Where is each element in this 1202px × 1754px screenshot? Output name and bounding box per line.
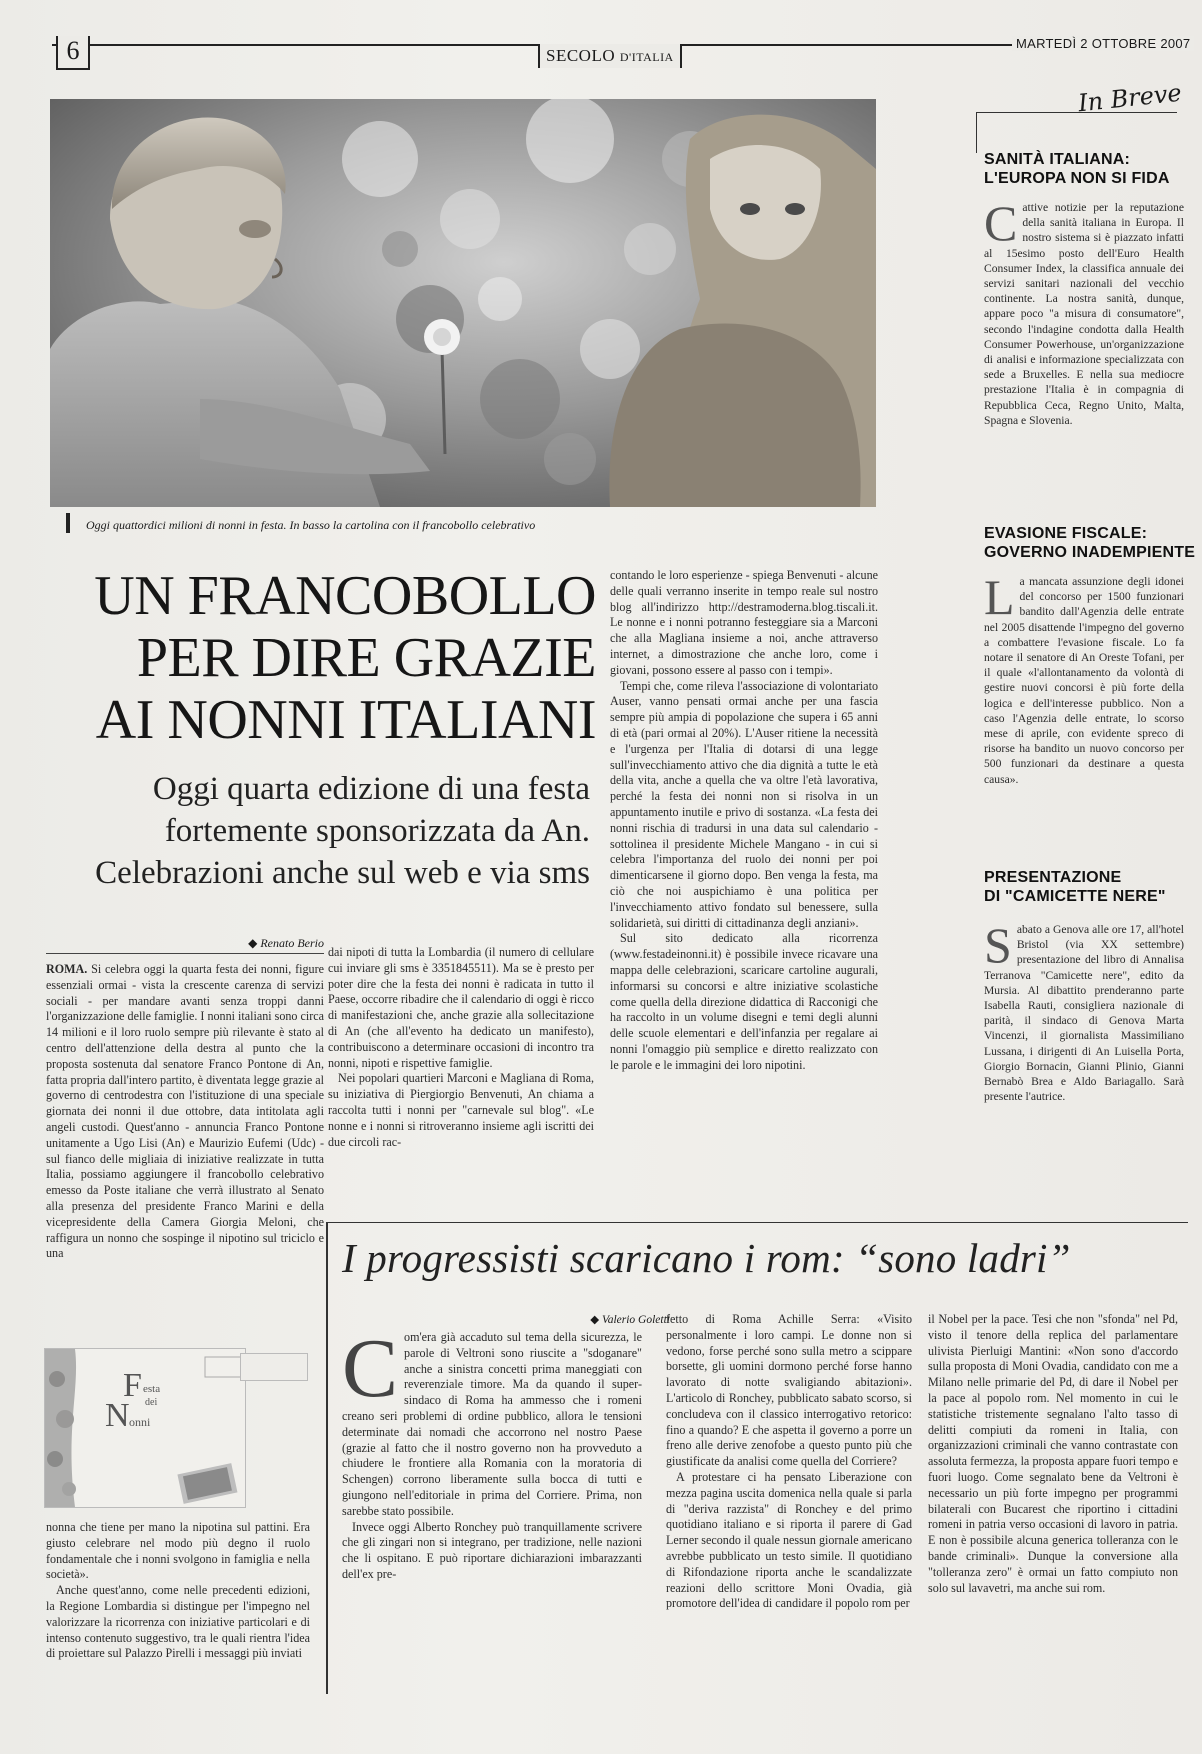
- bottom-article-column-3: [928, 1312, 1178, 1705]
- dateline: ROMA.: [46, 962, 88, 976]
- main-article-col1-after-card: nonna che tiene per mano la nipotina sul pattini. Era giusto celebrare nel modo più degno il ruolo fondamentale che i nonni svolgono in famiglia e nella società».: [46, 1520, 310, 1582]
- main-photo: [50, 99, 876, 507]
- subhead-line-2: fortemente sponsorizzata da An.: [164, 813, 590, 849]
- sidebar-item-2-headline-line-2: GOVERNO INADEMPIENTE: [984, 544, 1196, 561]
- bottom-article-col2-text: fetto di Roma Achille Serra: «Visito personalmente i loro campi. Le donne non si vedono, forse perché sono sulla metro a scippare borsette, gli uomini dormono perché forse hanno lavorato di notte svaligiando abitazioni». L'articolo di Ronchey, pubblicato sabato scorso, si concludeva con il classico interrogativo retorico: fino a quando? E che aspetta il governo a porre un freno alle derive zenofobe a questo punto più che giustificate da analisi come quella del Corriere?: [666, 1312, 912, 1469]
- photo-grandfather-and-grandchildren: [50, 99, 876, 507]
- sidebar-item-2-body: a mancata assunzione degli idonei del concorso per 1500 funzionari bandito dall'Agenzia delle entrate nel 2005 disattende l'impegno del governo a combattere l'evasione fiscale. Lo fa notare il senatore di An Oreste Tofani, per il quale «l'allontanamento da volontà di gestire nuovi concorsi è più forte della logica e dell'interesse pubblico. Non a caso l'Agenzia delle entrate, lo scorso mese di aprile, con evidente spreco di risorse ha bandito un nuovo concorso per 500 funzionari da destinare a questa causa».: [984, 575, 1184, 786]
- sidebar-item-1-headline-line-1: SANITÀ ITALIANA:: [984, 151, 1130, 168]
- bottom-article-frame-top: [326, 1222, 1188, 1229]
- sidebar-item-3-text: [984, 922, 1184, 1167]
- main-article-col3-p3: Sul sito dedicato alla ricorrenza (www.festadeinonni.it) è possibile invece ricavare una mappa delle celebrazioni, scaricare cartoline augurali, informarsi su concorsi e altre iniziative scolastiche come quella della direzione didattica di Racconigi che ha raccolto in un volume disegni e temi degli alunni delle scuole elementari e dell'infanzia per regalare ai nonni l'omaggio più semplice e diretto realizzato con le parole e le immagini dei loro nipotini.: [610, 931, 878, 1072]
- bottom-article-column-1: [342, 1330, 642, 1705]
- sidebar-item-2-headline: [984, 524, 1195, 562]
- main-article-col3-p2: Tempi che, come rileva l'associazione di volontariato Auser, vanno pensati ormai anche per una fascia sempre più ampia di popolazione che supera i 65 anni di età (pari ormai al 20%). L'Auser ritiene la necessità e l'urgenza per l'Italia di dotarsi di una legge sull'invecchiamento attivo che dia dignità a tutte le età della vita, anche a quella che va oltre l'età lavorativa, perché la festa dei nonni non si risolva in un appuntamento inutile e privo di sostanza. «La festa dei nonni rischia di tradursi in una data sul calendario - sottolinea il presidente Michele Mangano - in cui si celebra l'importanza del ruolo dei nonni per poi dimenticarsene il giorno dopo. Ben venga la festa, ma ciò che noi auspichiamo è una politica per l'invecchiamento attivo fondato sul benessere, sulla solidarietà, sui diritti di cittadinanza degli anziani».: [610, 678, 878, 930]
- main-subheadline: [38, 768, 590, 894]
- bottom-article-col1-p2: Invece oggi Alberto Ronchey può tranquillamente scrivere che gli zingari non si integrano, per tradizione, nelle nazioni che li ospitano. E può riportare dichiarazioni imbarazzanti dell'ex pre-: [342, 1519, 642, 1581]
- festa-dei-nonni-postcard: [44, 1348, 246, 1508]
- main-byline: ◆ Renato Berio: [46, 936, 324, 954]
- sidebar-item-3-headline-line-1: PRESENTAZIONE: [984, 869, 1122, 886]
- sidebar-item-1-headline-line-2: L'EUROPA NON SI FIDA: [984, 170, 1170, 187]
- main-article-column-2: [328, 945, 594, 1185]
- subhead-line-3: Celebrazioni anche sul web e via sms: [95, 855, 590, 891]
- main-article-col2-p2: Nei popolari quartieri Marconi e Magliana di Roma, su iniziativa di Piergiorgio Benvenuti, An chiama a raccolta tutti i nonni per "carnevale sul blog". «Le nonne e i nonni si ritroveranno insieme agli iscritti dei due circoli rac-: [328, 1071, 594, 1149]
- bottom-article-dropcap: C: [342, 1330, 399, 1415]
- postcard-letter-f: F: [123, 1367, 142, 1404]
- sidebar-item-1-body: attive notizie per la reputazione della sanità italiana in Europa. Il nostro sistema si è piazzato infatti al 15esimo posto dell'Euro Health Consumer Index, la classifica annuale dei servizi sanitari nazionali del vecchio continente. La nostra sanità, dunque, appare poco "a misura di consumatore", secondo l'indagine condotta dalla Health Consumer Powerhouse, un'organizzazione di analisi e informazione specializzata con sede a Bruxelles. E nella sua mediocre prestazione l'Italia è in compagnia di Repubblica Ceca, Regno Unito, Malta, Spagna e Slovenia.: [984, 201, 1184, 427]
- headline-line-1: UN FRANCOBOLLO: [94, 565, 596, 627]
- main-article-col1-after-card-p2: Anche quest'anno, come nelle precedenti edizioni, la Regione Lombardia si distingue per l'impegno nel valorizzare la ricorrenza con iniziative particolari e di intenso contenuto suggestivo, tra le quali rientra l'idea di proiettare sul Palazzo Pirelli i messaggi più inviati: [46, 1583, 310, 1661]
- issue-date: MARTEDÌ 2 OTTOBRE 2007: [1012, 36, 1194, 51]
- bottom-article-col2-p2: A protestare ci ha pensato Liberazione con mezza pagina uscita domenica nella quale si parla di "deriva razzista" di Ronchey e del primo quotidiano italiano e si riporta il parere di Gad Lerner secondo il quale nessun giornale americano avrebbe pubblicato un testo simile. Il quotidiano di Rifondazione riporta anche le scandalizzate reazioni dello scrittore Moni Ovadia, già promotore dell'idea di candidare il popolo rom per: [666, 1469, 912, 1611]
- photo-caption: Oggi quattordici milioni di nonni in festa. In basso la cartolina con il francobollo celebrativo: [86, 518, 536, 532]
- main-article-col3-text: contando le loro esperienze - spiega Benvenuti - alcune delle quali verranno inserite in tempo reale sul nostro blog all'indirizzo http://destramoderna.blog.tiscali.it. Le nonne e i nonni potranno festeggiare sia a Marconi che alla Magliana insieme a noi, anche attraverso internet, a dimostrazione che anche loro, come i giovani, possono essere al passo con i tempi».: [610, 568, 878, 677]
- postcard-word-festa: esta: [143, 1383, 161, 1395]
- main-headline: [56, 565, 596, 751]
- bottom-article-column-2: [666, 1312, 912, 1705]
- sidebar-item-2-dropcap: L: [984, 574, 1015, 625]
- bottom-article-col3-text: il Nobel per la pace. Tesi che non "sfonda" nel Pd, visto il tenore della replica del parlamentare ulivista Pierluigi Mantini: «Non sono d'accordo sulla proposta di Moni Ovadia, candidato con me a Milano nelle primarie del Pd, di dare il Nobel per la pace al popolo rom. Nel momento in cui le statistiche tristemente segnalano l'alto tasso di delitti compiuti da romeni in Italia, con organizzazioni criminali che vanno contrastate con assoluta fermezza, la proposta appare fuori tempo e fuori luogo. Come segnalato bene da Veltroni è necessario un più forte impegno per programmi bilaterali con Bucarest che riportino i cittadini romeni in patria verso occasioni di lavoro in patria. E non è possibile alcuna generica tolleranza con le bande criminali». Dunque la conversione alla "tolleranza zero" è ormai un fatto compiuto non solo sul lavavetri, ma anche sui rom.: [928, 1312, 1178, 1595]
- sidebar-item-3-body: abato a Genova alle ore 17, all'hotel Bristol (via XX settembre) presentazione del libro di Annalisa Terranova "Camicette nere", edito da Mursia. Al dibattito prenderanno parte Isabella Rauti, consigliera nazionale di parità, il sindaco di Genova Marta Vincenzi, il giornalista Massimiliano Lussana, i dirigenti di An Luisella Porta, Giorgio Bornacin, Gianni Plinio, Gianni Bernabò Brea e Aldo Bariagallo. Sarà presente l'autrice.: [984, 923, 1184, 1104]
- main-article-col1-text: Si celebra oggi la quarta festa dei nonni, figure essenziali ormai - vista la crescente carenza di servizi sociali - per mandare avanti senza troppi danni l'organizzazione delle famiglie. I nonni italiani sono circa 14 milioni e il loro ruolo sempre più rilevante è stato al centro dell'attenzione della destra al punto che la proposta sostenuta dal senatore Franco Pontone di An, fatta propria dall'intero partito, è diventata legge grazie al governo di centrodestra con l'istituzione di una speciale giornata dei nonni il due ottobre, data intitolata agli angeli custodi. Quest'anno - annuncia Franco Pontone unitamente a Ugo Lisi (An) e Maurizio Eufemi (Udc) - sul fianco delle migliaia di iniziative realizzate in tutta Italia, possiamo aggiungere il francobollo celebrativo emesso da Poste italiane che verrà illustrato al Senato alla presenza del presidente Franco Marini e della vicepresidente della Camera Giorgia Meloni, che raffigura un nonno che sospinge il nipotino sul triciclo e una: [46, 962, 324, 1261]
- sidebar-item-3-headline-line-2: DI "CAMICETTE NERE": [984, 888, 1166, 905]
- main-article-column-1-continued: [46, 1520, 310, 1706]
- subhead-line-1: Oggi quarta edizione di una festa: [152, 771, 590, 807]
- bottom-article-byline: ◆ Valerio Goletti: [590, 1314, 670, 1326]
- postcard-stamp-thumbnail: [240, 1353, 308, 1381]
- newspaper-name-main: SECOLO: [546, 46, 616, 65]
- newspaper-name-small: D'ITALIA: [619, 50, 674, 64]
- sidebar-frame: [976, 112, 1177, 153]
- main-article-column-1: [46, 962, 324, 1332]
- sidebar-item-2-headline-line-1: EVASIONE FISCALE:: [984, 525, 1148, 542]
- sidebar-item-3-headline: [984, 868, 1166, 906]
- newspaper-name: [538, 44, 682, 68]
- sidebar-item-2-text: [984, 574, 1184, 844]
- sidebar-item-1-text: [984, 200, 1184, 530]
- postcard-word-dei: dei: [145, 1397, 158, 1408]
- sidebar-item-1-dropcap: C: [984, 200, 1018, 251]
- headline-line-2: PER DIRE GRAZIE: [136, 627, 596, 689]
- page-number: 6: [56, 36, 90, 70]
- main-article-column-3: [610, 568, 878, 1173]
- bottom-article-byline-author: Valerio Goletti: [601, 1314, 670, 1326]
- bottom-article-headline: I progressisti scaricano i rom: “sono ladri”: [342, 1235, 1071, 1281]
- sidebar-title: In Breve: [1076, 78, 1183, 118]
- postcard-letter-n: N: [105, 1397, 130, 1434]
- sidebar-item-1-headline: [984, 150, 1170, 188]
- main-article-col2-text: dai nipoti di tutta la Lombardia (il numero di cellulare cui inviare gli sms è 3351845511). Ma se è presto per poter dire che la festa dei nonni è radicata in tutto il Paese, occorre ribadire che il calendario di oggi è ricco di manifestazioni che, anche grazie alla sollecitazione di An (che all'evento ha dedicato un manifesto), contribuiscono a determinare occasioni di incontro tra nonni, nipoti e rispettive famiglie.: [328, 945, 594, 1070]
- bottom-article-frame-left: [326, 1222, 328, 1694]
- headline-line-3: AI NONNI ITALIANI: [95, 689, 596, 751]
- sidebar-item-3-dropcap: S: [984, 922, 1012, 973]
- postcard-word-nonni: onni: [129, 1415, 151, 1429]
- caption-marker: [66, 513, 70, 533]
- bottom-article-col1-text: om'era già accaduto sul tema della sicurezza, le parole di Veltroni sono riuscite a "sdoganare" anche a sinistra concetti prima maneggiati con reverenziale timore. Ma da quando il super-sindaco di Roma ha ammesso che i romeni creano seri problemi di ordine pubblico, allora le tensioni determinate dai nomadi che accorrono nel nostro Paese (grazie al fatto che il nostro governo non ha provveduto a chiudere le frontiere alla Romania con la moratoria di Schengen) corrono liberamente sulla bocca di tutti e giungono nell'editoriale in prima del Corriere. Prima, non sarebbe stato possibile.: [342, 1330, 642, 1518]
- main-byline-author: Renato Berio: [260, 936, 324, 950]
